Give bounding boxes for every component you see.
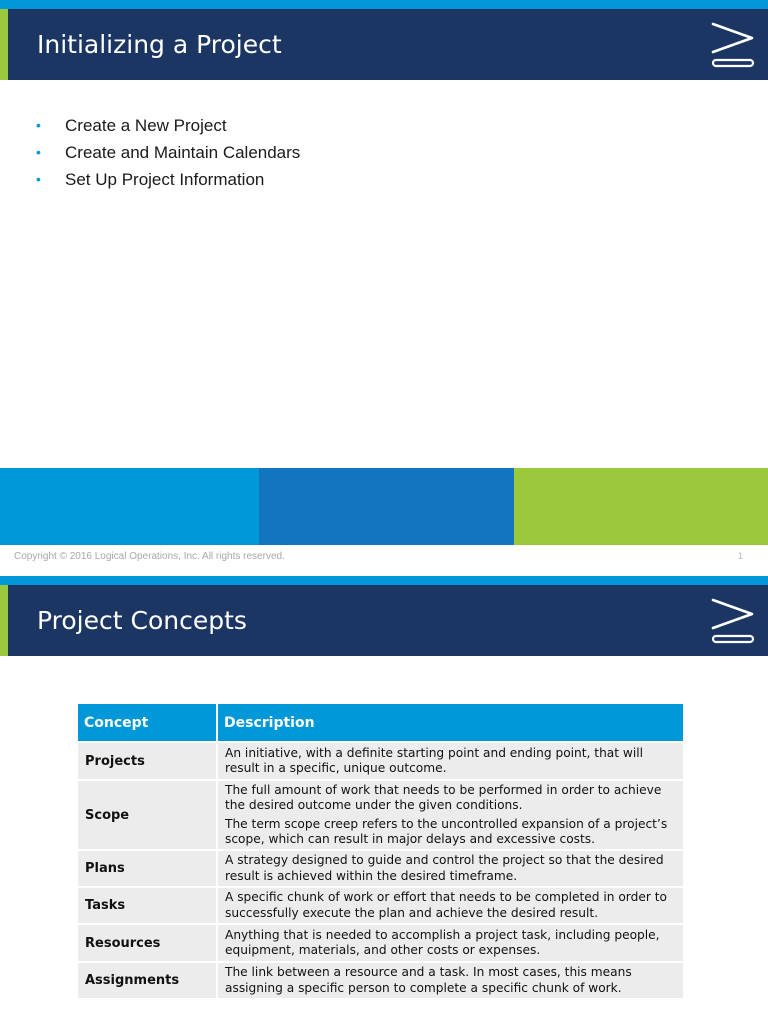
description-text: A strategy designed to guide and control the project so that the desired result is achieved within the desired timeframe. <box>225 853 664 883</box>
bullet-item <box>36 112 300 139</box>
concept-cell: Plans <box>78 850 217 887</box>
bullet-dot-icon: • <box>36 117 41 133</box>
table-row <box>78 850 684 887</box>
description-cell <box>217 780 684 850</box>
page-number: 1 <box>738 551 744 561</box>
description-text: The link between a resource and a task. In most cases, this means assigning a specific person to complete a specific chunk of work. <box>225 965 632 995</box>
footer-band-cyan <box>0 468 259 545</box>
concept-cell: Tasks <box>78 887 217 924</box>
concept-cell: Resources <box>78 924 217 962</box>
bullet-dot-icon: • <box>36 144 41 160</box>
bullet-item <box>36 166 300 193</box>
slide-title: Initializing a Project <box>37 30 282 59</box>
slide-header <box>0 585 768 656</box>
logical-operations-logo-icon <box>710 595 756 645</box>
table-row <box>78 887 684 924</box>
slide-project-concepts <box>0 576 768 1024</box>
description-text: A specific chunk of work or effort that needs to be completed in order to successfully execute the plan and achieve the desired result. <box>225 890 667 920</box>
header-green-accent <box>0 585 8 656</box>
description-text: The term scope creep refers to the uncontrolled expansion of a project’s scope, which can result in major delays and excessive costs. <box>225 816 668 846</box>
top-accent-bar <box>0 0 768 9</box>
bullet-text: Set Up Project Information <box>65 170 265 189</box>
table-row <box>78 742 684 780</box>
description-text: An initiative, with a definite starting point and ending point, that will result in a specific, unique outcome. <box>225 745 644 775</box>
concept-cell: Assignments <box>78 962 217 999</box>
copyright-text: Copyright © 2016 Logical Operations, Inc. All rights reserved. <box>14 551 285 562</box>
bullet-text: Create and Maintain Calendars <box>65 143 301 162</box>
concepts-table <box>78 704 685 1000</box>
footer-band-blue <box>259 468 514 545</box>
column-header-description: Description <box>217 704 684 742</box>
slide-title: Project Concepts <box>37 606 247 635</box>
footer-band-green <box>514 468 768 545</box>
description-cell <box>217 850 684 887</box>
description-text: Anything that is needed to accomplish a project task, including people, equipment, materials, and other costs or expenses. <box>225 927 660 957</box>
description-cell <box>217 924 684 962</box>
concept-cell: Scope <box>78 780 217 850</box>
table-header-row <box>78 704 684 742</box>
slide-header <box>0 9 768 80</box>
bullet-item <box>36 139 300 166</box>
logical-operations-logo-icon <box>710 19 756 69</box>
description-cell <box>217 742 684 780</box>
bullet-text: Create a New Project <box>65 116 227 135</box>
column-header-concept: Concept <box>78 704 217 742</box>
table-row <box>78 962 684 999</box>
bullet-list <box>36 112 300 193</box>
concept-cell: Projects <box>78 742 217 780</box>
description-text: The full amount of work that needs to be performed in order to achieve the desired outcome under the given conditions. <box>225 782 662 812</box>
bullet-dot-icon: • <box>36 171 41 187</box>
description-cell <box>217 962 684 999</box>
table-row <box>78 924 684 962</box>
top-accent-bar <box>0 576 768 585</box>
header-green-accent <box>0 9 8 80</box>
table-row <box>78 780 684 850</box>
description-cell <box>217 887 684 924</box>
